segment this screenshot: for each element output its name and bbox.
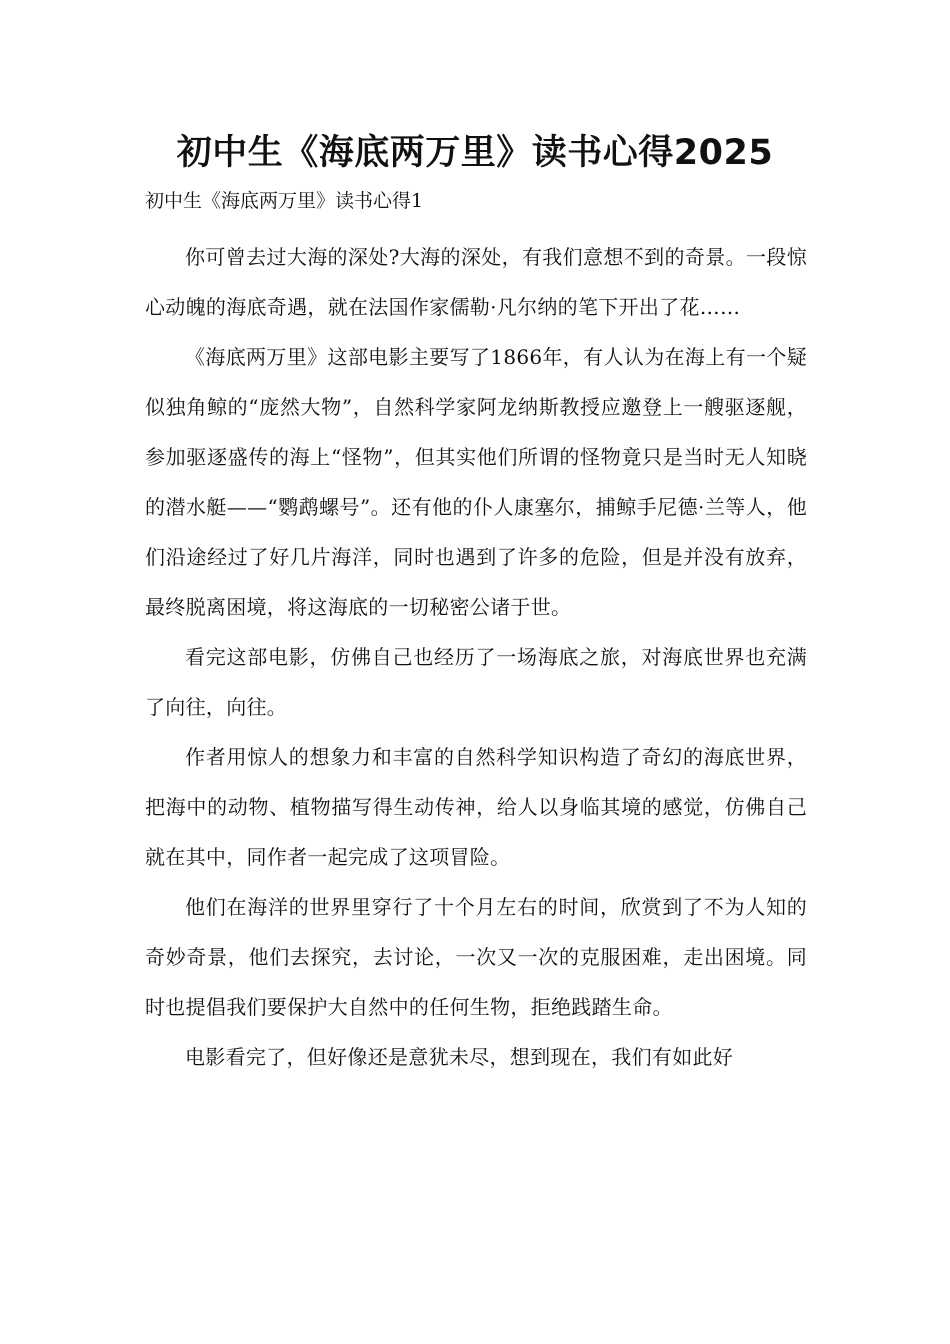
- paragraph: 你可曾去过大海的深处?大海的深处，有我们意想不到的奇景。一段惊心动魄的海底奇遇，就在法国作家儒勒·凡尔纳的笔下开出了花……: [145, 245, 807, 319]
- paragraph: 他们在海洋的世界里穿行了十个月左右的时间，欣赏到了不为人知的奇妙奇景，他们去探究，去讨论，一次又一次的克服困难，走出困境。同时也提倡我们要保护大自然中的任何生物，拒绝践踏生命。: [145, 895, 807, 1019]
- document-title: 初中生《海底两万里》读书心得2025: [176, 133, 774, 173]
- section-subtitle: 初中生《海底两万里》读书心得1: [145, 190, 424, 212]
- paragraph: 看完这部电影，仿佛自己也经历了一场海底之旅，对海底世界也充满了向往，向往。: [145, 645, 807, 719]
- paragraph: 电影看完了，但好像还是意犹未尽，想到现在，我们有如此好: [185, 1045, 734, 1069]
- document-body: [145, 232, 807, 1082]
- paragraph: 作者用惊人的想象力和丰富的自然科学知识构造了奇幻的海底世界，把海中的动物、植物描写得生动传神，给人以身临其境的感觉，仿佛自己就在其中，同作者一起完成了这项冒险。: [145, 745, 807, 869]
- paragraph: 《海底两万里》这部电影主要写了1866年，有人认为在海上有一个疑似独角鲸的“庞然大物”，自然科学家阿龙纳斯教授应邀登上一艘驱逐舰，参加驱逐盛传的海上“怪物”，但其实他们所谓的怪物竟只是当时无人知晓的潜水艇——“鹦鹉螺号”。还有他的仆人康塞尔，捕鲸手尼德·兰等人，他们沿途经过了好几片海洋，同时也遇到了许多的危险，但是并没有放弃，最终脱离困境，将这海底的一切秘密公诸于世。: [145, 345, 807, 619]
